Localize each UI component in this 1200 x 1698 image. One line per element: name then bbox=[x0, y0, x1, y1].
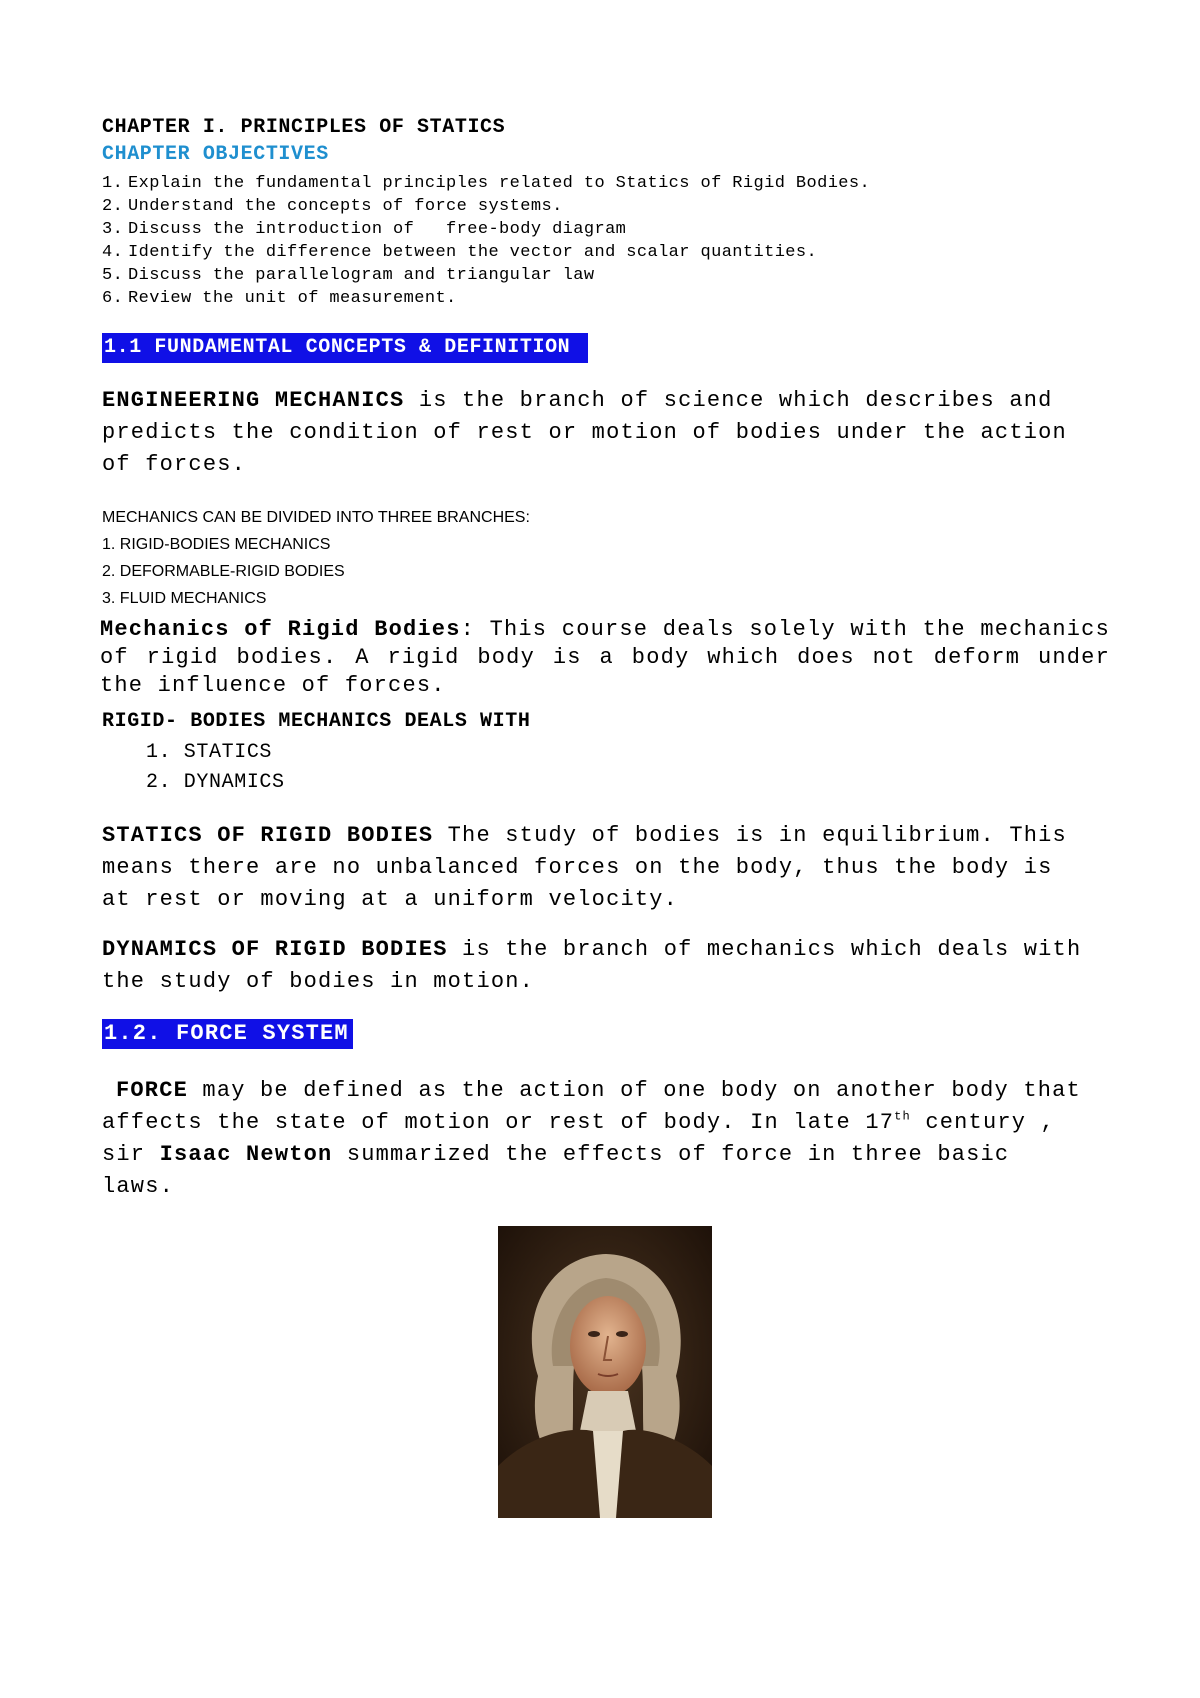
objective-item: 5. Discuss the parallelogram and triangular law bbox=[102, 266, 595, 285]
branches-list bbox=[102, 504, 530, 612]
branches-title: MECHANICS CAN BE DIVIDED INTO THREE BRANCHES: bbox=[102, 509, 530, 526]
section-heading-1-1: 1.1 FUNDAMENTAL CONCEPTS & DEFINITION bbox=[102, 333, 588, 363]
list-item: 1. STATICS bbox=[146, 741, 273, 764]
statics-paragraph: STATICS OF RIGID BODIES The study of bodies is in equilibrium. This means there are no unbalanced forces on the body, thus the body is at rest or moving at a uniform velocity. bbox=[102, 823, 1067, 912]
list-item: 2. DEFORMABLE-RIGID BODIES bbox=[102, 563, 345, 580]
force-term: FORCE bbox=[116, 1078, 189, 1103]
deals-list bbox=[102, 738, 285, 798]
objective-item: 6. Review the unit of measurement. bbox=[102, 289, 457, 308]
dynamics-term: DYNAMICS OF RIGID BODIES bbox=[102, 937, 448, 962]
chapter-title: CHAPTER I. PRINCIPLES OF STATICS bbox=[102, 116, 506, 139]
isaac-newton-portrait bbox=[498, 1226, 712, 1518]
list-item: 3. FLUID MECHANICS bbox=[102, 590, 267, 607]
dynamics-paragraph: DYNAMICS OF RIGID BODIES is the branch of mechanics which deals with the study of bodies in motion. bbox=[102, 937, 1082, 994]
objective-item: 4. Identify the difference between the vector and scalar quantities. bbox=[102, 243, 818, 262]
objectives-title: CHAPTER OBJECTIVES bbox=[102, 143, 329, 166]
rigid-bodies-paragraph: Mechanics of Rigid Bodies: This course deals solely with the mechanics of rigid bodies. A rigid body is a body which does not deform under the influence of forces. bbox=[100, 617, 1110, 698]
rigid-bodies-term: Mechanics of Rigid Bodies bbox=[100, 617, 461, 642]
rigid-bodies-deals-title: RIGID- BODIES MECHANICS DEALS WITH bbox=[102, 710, 531, 733]
objective-item: 3. Discuss the introduction of free-body diagram bbox=[102, 220, 627, 239]
engineering-mechanics-paragraph: ENGINEERING MECHANICS is the branch of science which describes and predicts the condition of rest or motion of bodies under the action of forces. bbox=[102, 388, 1067, 477]
portrait-illustration bbox=[498, 1226, 712, 1518]
objectives-list bbox=[102, 172, 870, 310]
objective-item: 1. Explain the fundamental principles related to Statics of Rigid Bodies. bbox=[102, 174, 871, 193]
isaac-newton-name: Isaac Newton bbox=[159, 1142, 333, 1167]
section-heading-1-2: 1.2. FORCE SYSTEM bbox=[102, 1019, 353, 1049]
force-paragraph: FORCE may be defined as the action of one body on another body that affects the state of motion or rest of body. In late 17th century , sir Isaac Newton summarized the effects of force in three basic laws. bbox=[102, 1078, 1081, 1199]
statics-term: STATICS OF RIGID BODIES bbox=[102, 823, 434, 848]
objective-item: 2. Understand the concepts of force systems. bbox=[102, 197, 563, 216]
list-item: 1. RIGID-BODIES MECHANICS bbox=[102, 536, 331, 553]
engineering-mechanics-term: ENGINEERING MECHANICS bbox=[102, 388, 405, 413]
list-item: 2. DYNAMICS bbox=[146, 771, 285, 794]
